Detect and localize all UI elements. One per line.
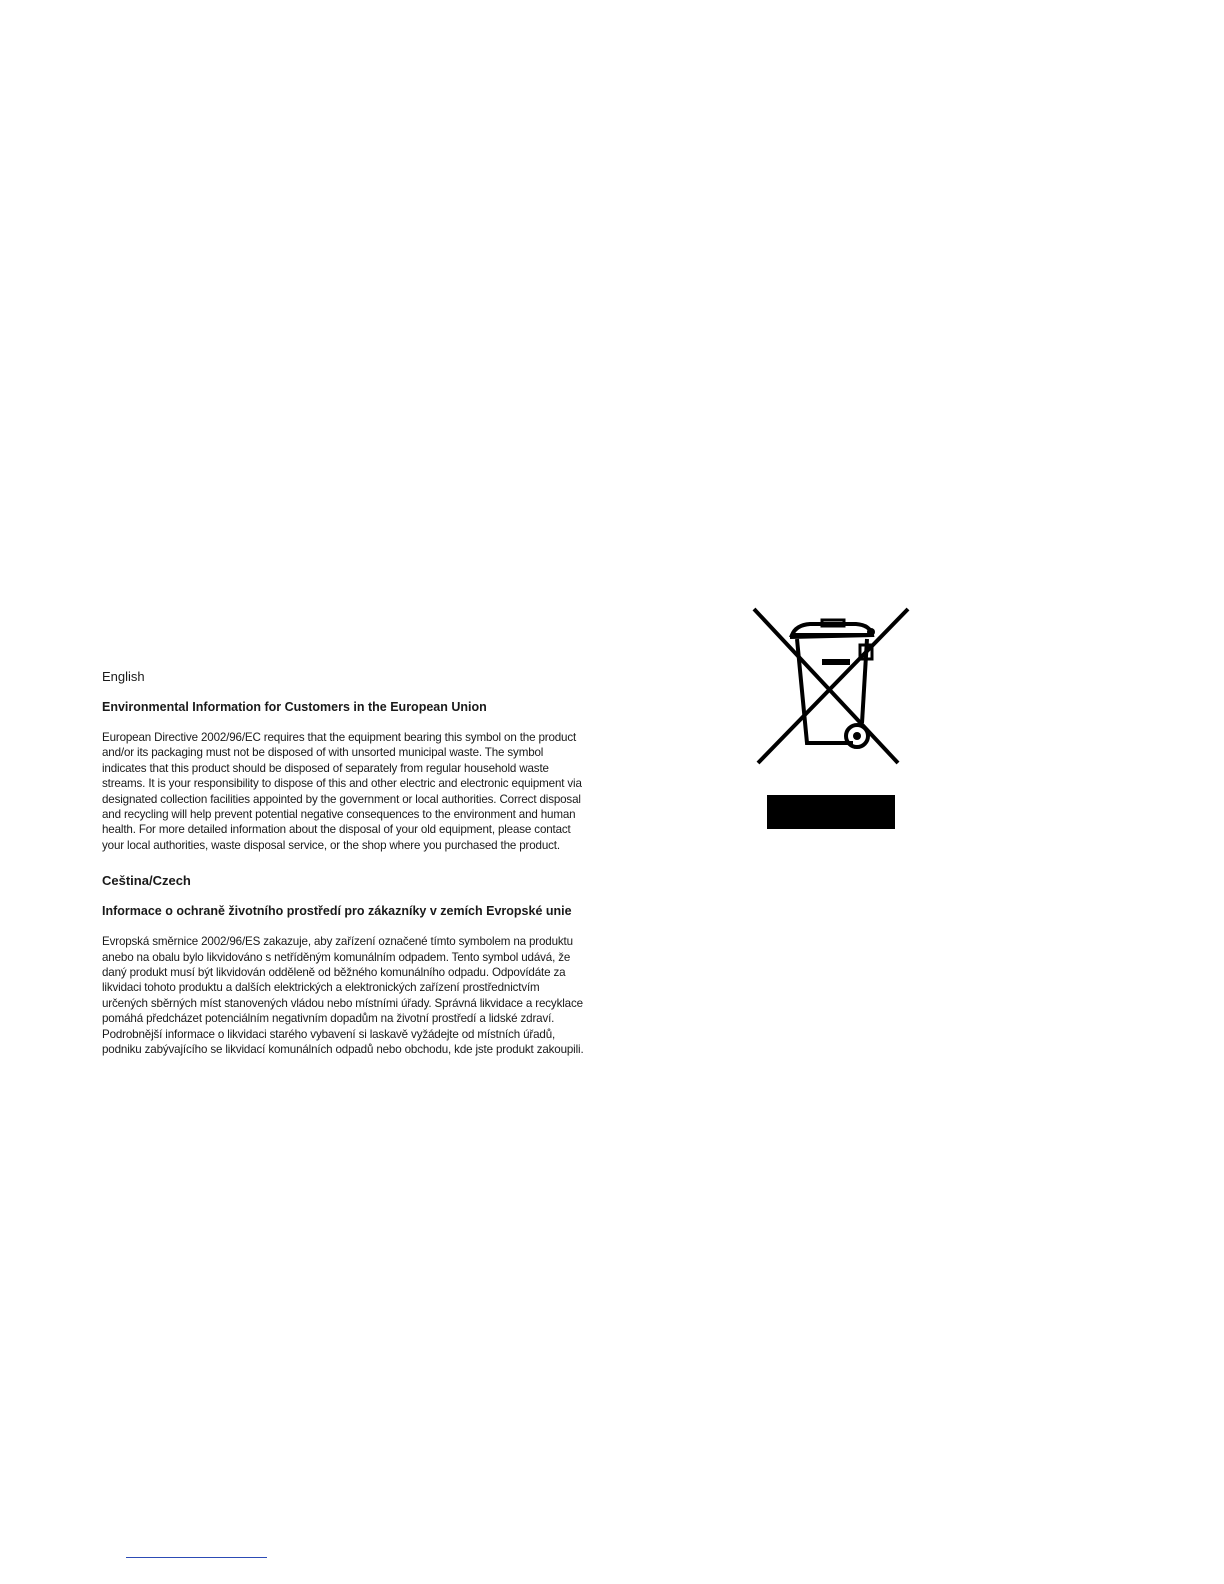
- section-heading: Environmental Information for Customers in the European Union: [102, 700, 487, 714]
- language-label: English: [102, 669, 145, 684]
- crossed-out-wheelie-bin-icon: [750, 605, 912, 833]
- language-label: Ceština/Czech: [102, 873, 191, 889]
- section-heading: Informace o ochraně životního prostředí pro zákazníky v zemích Evropské unie: [102, 904, 572, 919]
- section-body: Evropská směrnice 2002/96/ES zakazuje, aby zařízení označené tímto symbolem na produktu anebo na obalu bylo likvidováno s netříděným komunálním odpadem. Tento symbol udává, že daný produkt musí být likvidován odděleně od běžného komunálního odpadu. Odpovídáte za likvidaci tohoto produktu a dalších elektrických a elektronických zařízení prostřednictvím určených sběrných míst stanovených vládou nebo místními úřady. Správná likvidace a recyklace pomáhá předcházet potenciálním negativním dopadům na životní prostředí a lidské zdraví. Podrobnější informace o likvidaci starého vybavení si laskavě vyžádejte od místních úřadů, podniku zabývajícího se likvidací komunálních odpadů nebo obchodu, kde jste produkt zakoupili.: [102, 935, 584, 1057]
- section-czech: [102, 873, 584, 1057]
- section-english: [102, 669, 584, 853]
- section-body: European Directive 2002/96/EC requires that the equipment bearing this symbol on the product and/or its packaging must not be disposed of with unsorted municipal waste. The symbol indicates that this product should be disposed of separately from regular household waste streams. It is your responsibility to dispose of this and other electric and electronic equipment via designated collection facilities appointed by the government or local authorities. Correct disposal and recycling will help prevent potential negative consequences to the environment and human health. For more detailed information about the disposal of your old equipment, please contact your local authorities, waste disposal service, or the shop where you purchased the product.: [102, 731, 582, 852]
- text-column: [102, 669, 584, 1076]
- footnote-separator: [126, 1557, 267, 1558]
